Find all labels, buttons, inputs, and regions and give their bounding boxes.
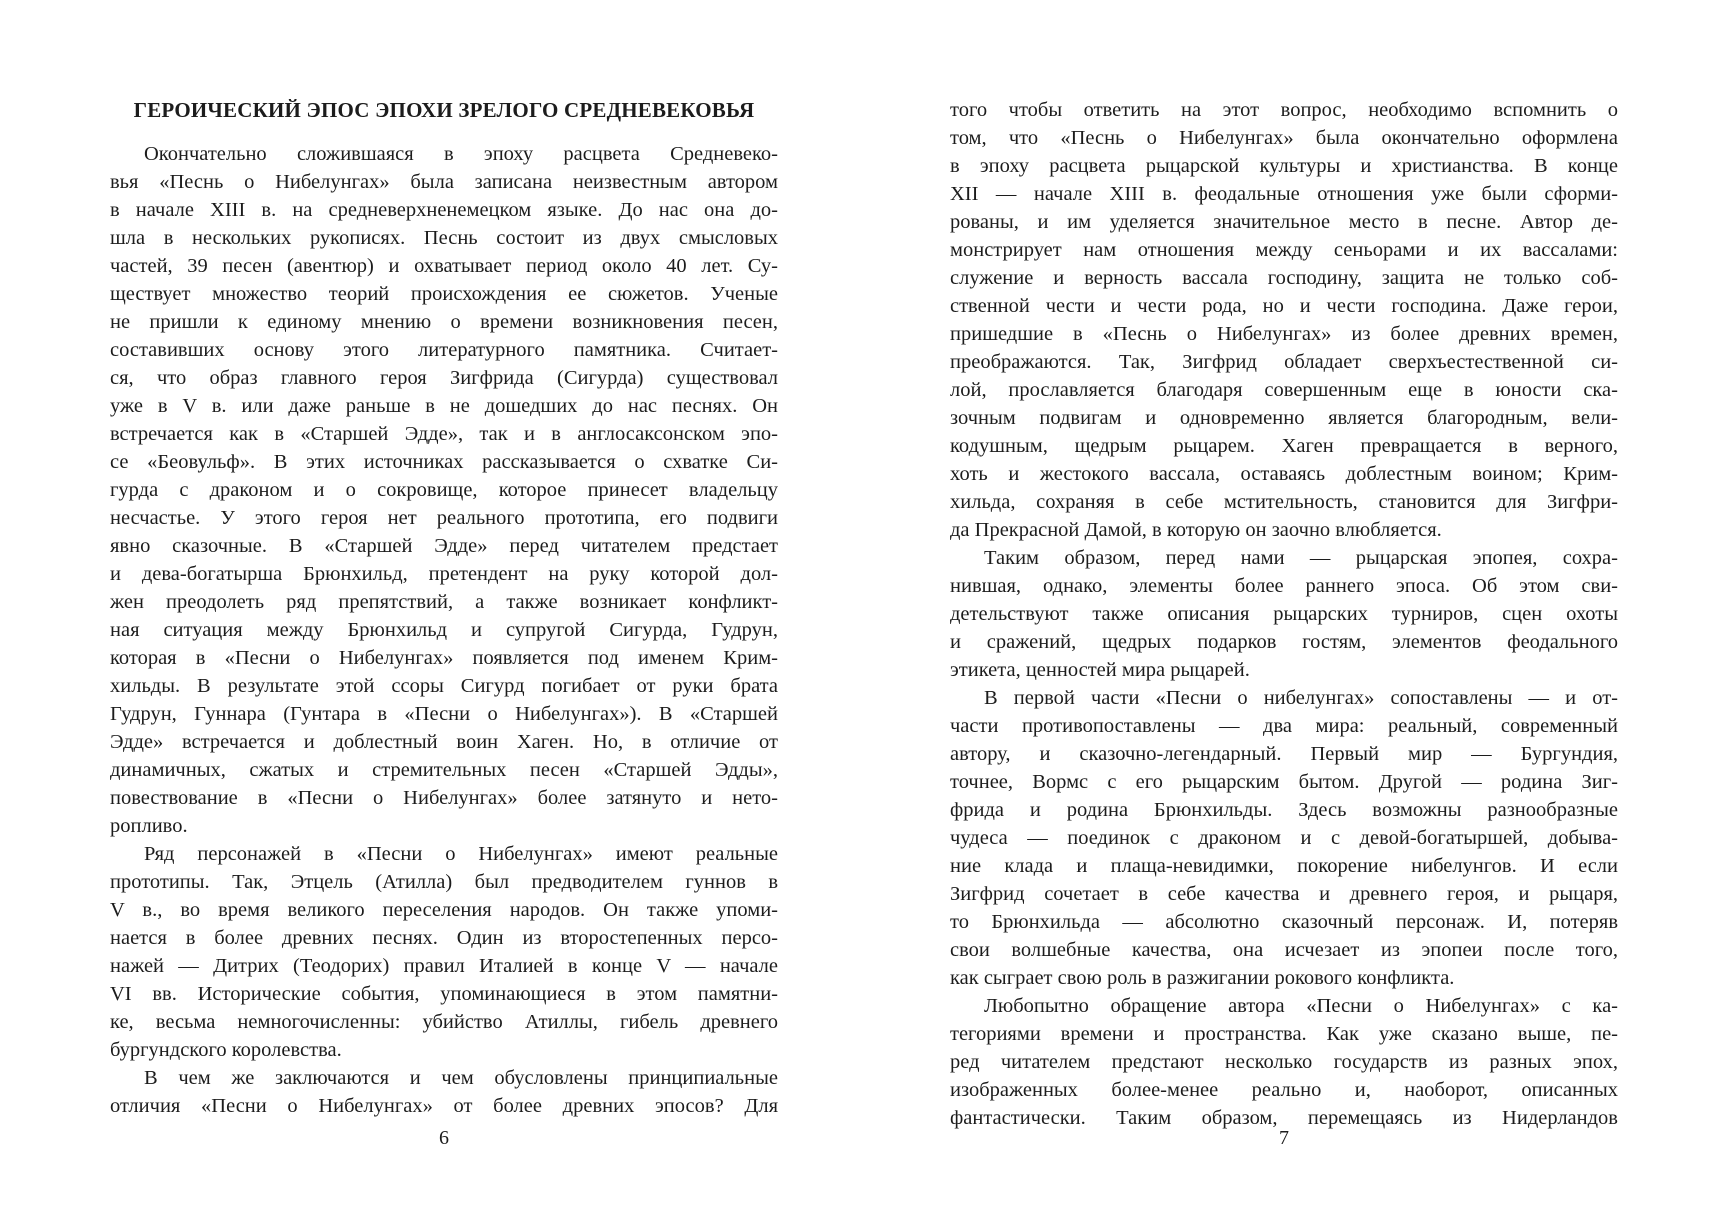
- text-line: несчастье. У этого героя нет реального прототипа, его подвиги: [110, 507, 778, 529]
- text-line: XII — начале XIII в. феодальные отношения уже были сформи-: [950, 183, 1618, 205]
- text-line: изображенных более-менее реально и, наоборот, описанных: [950, 1079, 1618, 1101]
- page-number-left: 6: [439, 1127, 449, 1149]
- text-line: лой, прославляется благодаря совершенным еще в юности ска-: [950, 379, 1618, 401]
- text-line: хильда, сохраняя в себе мстительность, становится для Зигфри-: [950, 491, 1618, 513]
- text-line: хильды. В результате этой ссоры Сигурд погибает от руки брата: [110, 675, 778, 697]
- text-line: ственной чести и чести рода, но и чести господина. Даже герои,: [950, 295, 1618, 317]
- text-line: в начале XIII в. на средневерхненемецком языке. До нас она до-: [110, 199, 778, 221]
- chapter-heading: ГЕРОИЧЕСКИЙ ЭПОС ЭПОХИ ЗРЕЛОГО СРЕДНЕВЕКОВЬЯ: [133, 98, 755, 122]
- text-line: которая в «Песни о Нибелунгах» появляется под именем Крим-: [110, 647, 778, 669]
- text-line: ся, что образ главного героя Зигфрида (Сигурда) существовал: [110, 367, 778, 389]
- text-line: преображаются. Так, Зигфрид обладает сверхъестественной си-: [950, 351, 1618, 373]
- text-line: не пришли к единому мнению о времени возникновения песен,: [110, 311, 778, 333]
- text-line: служение и верность вассала господину, защита не только соб-: [950, 267, 1618, 289]
- text-line: нается в более древних песнях. Один из второстепенных персо-: [110, 927, 778, 949]
- text-line: ке, весьма немногочисленны: убийство Атиллы, гибель древнего: [110, 1011, 778, 1033]
- text-line: хоть и жестокого вассала, оставаясь доблестным воином; Крим-: [950, 463, 1618, 485]
- text-line: свои волшебные качества, она исчезает из эпопеи после того,: [950, 939, 1618, 961]
- text-line: зочным подвигам и одновременно является благородным, вели-: [950, 407, 1618, 429]
- text-line: уже в V в. или даже раньше в не дошедших до нас песнях. Он: [110, 395, 778, 417]
- text-line: жен преодолеть ряд препятствий, а также возникает конфликт-: [110, 591, 778, 613]
- text-line: монстрирует нам отношения между сеньорами и их вассалами:: [950, 239, 1618, 261]
- text-line: том, что «Песнь о Нибелунгах» была окончательно оформлена: [950, 127, 1618, 149]
- text-line: фантастически. Таким образом, перемещаясь из Нидерландов: [950, 1107, 1618, 1129]
- text-line: ред читателем предстают несколько государств из разных эпох,: [950, 1051, 1618, 1073]
- text-line: рованы, и им уделяется значительное место в песне. Автор де-: [950, 211, 1618, 233]
- text-line: чудеса — поединок с драконом и с девой-богатыршей, добыва-: [950, 827, 1618, 849]
- text-line: да Прекрасной Дамой, в которую он заочно влюбляется.: [950, 519, 1442, 541]
- text-line: части противопоставлены — два мира: реальный, современный: [950, 715, 1618, 737]
- text-line: В первой части «Песни о нибелунгах» сопоставлены — и от-: [984, 687, 1618, 709]
- text-line: се «Беовульф». В этих источниках рассказывается о схватке Си-: [110, 451, 778, 473]
- page-number-right: 7: [1279, 1127, 1289, 1149]
- text-line: Зигфрид сочетает в себе качества и древнего героя, и рыцаря,: [950, 883, 1618, 905]
- text-line: кодушным, щедрым рыцарем. Хаген превращается в верного,: [950, 435, 1618, 457]
- text-line: автору, и сказочно-легендарный. Первый мир — Бургундия,: [950, 743, 1618, 765]
- text-line: нившая, однако, элементы более раннего эпоса. Об этом сви-: [950, 575, 1618, 597]
- right-page-text: [950, 96, 1618, 1132]
- text-line: встречается как в «Старшей Эдде», так и в англосаксонском эпо-: [110, 423, 778, 445]
- text-line: ние клада и плаща-невидимки, покорение нибелунгов. И если: [950, 855, 1618, 877]
- text-line: ная ситуация между Брюнхильд и супругой Сигурда, Гудрун,: [110, 619, 778, 641]
- text-line: Гудрун, Гуннара (Гунтара в «Песни о Нибелунгах»). В «Старшей: [110, 703, 778, 725]
- text-line: как сыграет свою роль в разжигании рокового конфликта.: [950, 967, 1455, 989]
- text-line: составивших основу этого литературного памятника. Считает-: [110, 339, 778, 361]
- text-line: Таким образом, перед нами — рыцарская эпопея, сохра-: [984, 547, 1618, 569]
- text-line: и сражений, щедрых подарков гостям, элементов феодального: [950, 631, 1618, 653]
- text-line: точнее, Вормс с его рыцарским бытом. Другой — родина Зиг-: [950, 771, 1618, 793]
- text-line: пришедшие в «Песнь о Нибелунгах» из более древних времен,: [950, 323, 1618, 345]
- text-line: этикета, ценностей мира рыцарей.: [950, 659, 1250, 681]
- text-line: вья «Песнь о Нибелунгах» была записана неизвестным автором: [110, 171, 778, 193]
- text-line: ропливо.: [110, 815, 188, 837]
- text-line: Эдде» встречается и доблестный воин Хаген. Но, в отличие от: [110, 731, 778, 753]
- text-line: В чем же заключаются и чем обусловлены принципиальные: [144, 1067, 778, 1089]
- text-line: частей, 39 песен (авентюр) и охватывает период около 40 лет. Су-: [110, 255, 778, 277]
- text-line: тегориями времени и пространства. Как уже сказано выше, пе-: [950, 1023, 1618, 1045]
- text-line: детельствуют также описания рыцарских турниров, сцен охоты: [950, 603, 1618, 625]
- text-line: ществует множество теорий происхождения ее сюжетов. Ученые: [110, 283, 778, 305]
- text-line: в эпоху расцвета рыцарской культуры и христианства. В конце: [950, 155, 1618, 177]
- text-line: и дева-богатырша Брюнхильд, претендент на руку которой дол-: [110, 563, 778, 585]
- text-line: того чтобы ответить на этот вопрос, необходимо вспомнить о: [950, 99, 1618, 121]
- text-line: динамичных, сжатых и стремительных песен «Старшей Эдды»,: [110, 759, 778, 781]
- text-line: Ряд персонажей в «Песни о Нибелунгах» имеют реальные: [144, 843, 778, 865]
- left-page: [110, 96, 778, 1120]
- text-line: фрида и родина Брюнхильды. Здесь возможны разнообразные: [950, 799, 1618, 821]
- text-line: VI вв. Исторические события, упоминающиеся в этом памятни-: [110, 983, 778, 1005]
- text-line: нажей — Дитрих (Теодорих) правил Италией в конце V — начале: [110, 955, 778, 977]
- left-page-text: [110, 140, 778, 1120]
- text-line: отличия «Песни о Нибелунгах» от более древних эпосов? Для: [110, 1095, 778, 1117]
- text-line: Любопытно обращение автора «Песни о Нибелунгах» с ка-: [984, 995, 1618, 1017]
- text-line: то Брюнхильда — абсолютно сказочный персонаж. И, потеряв: [950, 911, 1618, 933]
- text-line: Окончательно сложившаяся в эпоху расцвета Средневеко-: [144, 143, 778, 165]
- text-line: бургундского королевства.: [110, 1039, 342, 1061]
- text-line: повествование в «Песни о Нибелунгах» более затянуто и нето-: [110, 787, 778, 809]
- text-line: гурда с драконом и о сокровище, которое принесет владельцу: [110, 479, 778, 501]
- text-line: прототипы. Так, Этцель (Атилла) был предводителем гуннов в: [110, 871, 778, 893]
- text-line: шла в нескольких рукописях. Песнь состоит из двух смысловых: [110, 227, 778, 249]
- text-line: V в., во время великого переселения народов. Он также упоми-: [110, 899, 778, 921]
- text-line: явно сказочные. В «Старшей Эдде» перед читателем предстает: [110, 535, 778, 557]
- right-page: [950, 96, 1618, 1132]
